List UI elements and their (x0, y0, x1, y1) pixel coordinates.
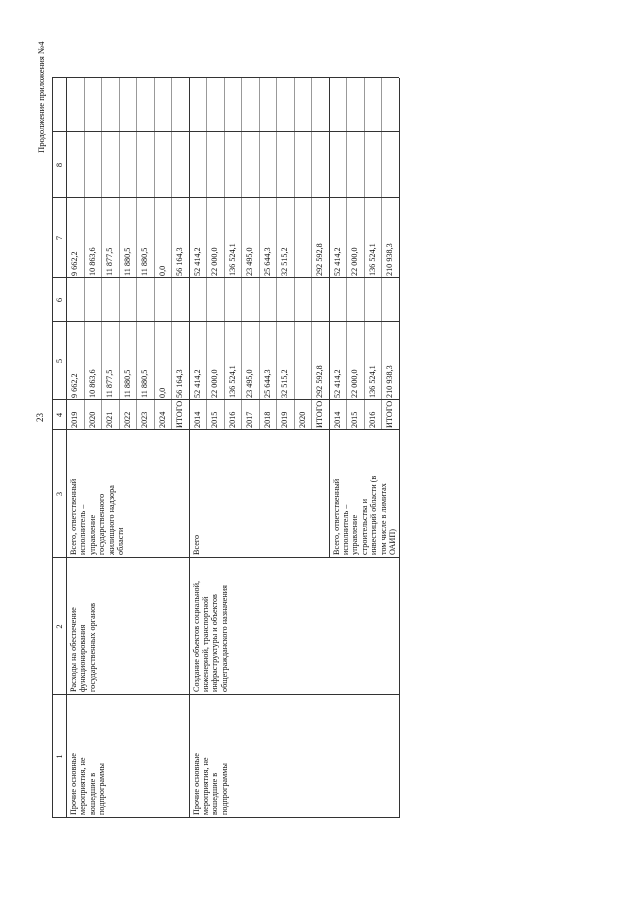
section-3-year: 2016 (367, 411, 377, 428)
column-line (52, 399, 399, 400)
section-2-col4-value: 25 644,3 (262, 369, 272, 398)
section-1-col2-line: функционирования (78, 624, 88, 692)
section-1-col6-value: 11 880,5 (122, 247, 132, 276)
section-3-col4-value: 52 414,2 (332, 369, 342, 398)
section-2-col6-value: 25 644,3 (262, 247, 272, 276)
header-cell-6: 6 (54, 297, 64, 303)
section-1-year: 2023 (140, 411, 149, 428)
section-2-col6-value: 23 495,0 (245, 247, 254, 276)
section-2-col1-line: подпрограммы (219, 763, 229, 815)
section-2-col6-value: 22 000,0 (210, 247, 219, 276)
section-3-col3-line: ОАИП) (387, 529, 397, 555)
section-2-col2-line: Создание объектов социальной, (191, 580, 201, 692)
section-1-col4-value: 11 880,5 (140, 369, 149, 398)
section-3-year: 2014 (332, 411, 342, 428)
section-3-col3-line: Всего, ответственный (331, 478, 341, 555)
header-cell-1: 1 (54, 754, 64, 759)
section-1-col4-value: 11 880,5 (122, 369, 132, 398)
rotated-table-page (36, 38, 587, 818)
header-cell-7: 7 (54, 235, 64, 241)
section-3-col6-value: 210 938,3 (385, 243, 394, 276)
section-1-col4-value: 11 877,5 (105, 369, 114, 398)
section-1-year: 2019 (70, 411, 79, 428)
column-line (52, 694, 399, 695)
section-2-year: ИТОГО (315, 400, 324, 428)
section-1-col6-value: 11 877,5 (105, 247, 114, 276)
section-3-col3-line: том числе в лимитах (378, 483, 388, 555)
section-3-col4-value: 22 000,0 (350, 369, 359, 398)
section-1-col3-line: управление (87, 514, 97, 555)
section-2-year: 2018 (262, 411, 272, 428)
section-1-col3-line: жилищного надзора (106, 485, 116, 555)
section-1-col1-line: вошедшие в (87, 772, 97, 815)
header-cell-3: 3 (54, 491, 64, 497)
section-3-year: ИТОГО (385, 400, 394, 428)
section-3-col3-line: инвестиций области (в (369, 475, 379, 555)
section-2-col4-value: 136 524,1 (227, 365, 237, 398)
section-2-col1-line: Прочие основные (191, 753, 201, 815)
section-2-year: 2016 (227, 411, 237, 428)
section-2-col1-line: мероприятия, не (200, 757, 210, 815)
header-cell-4: 4 (54, 412, 64, 418)
section-2-col2-line: общегражданского назначения (219, 585, 229, 692)
column-line (52, 131, 399, 132)
section-1-year: 2024 (157, 411, 167, 428)
page-number: 23 (35, 413, 45, 422)
section-3-col3-line: строительства и (359, 499, 369, 555)
section-1-year: 2021 (105, 411, 114, 428)
section-2-col3-line: Всего (191, 534, 201, 555)
section-1-col6-value: 9 662,2 (70, 251, 79, 276)
section-1-col4-value: 0,0 (157, 387, 167, 398)
section-1-col4-value: 9 662,2 (70, 373, 79, 398)
section-1-col6-value: 10 863,6 (87, 247, 97, 276)
section-3-col6-value: 136 524,1 (367, 243, 377, 276)
column-line (52, 277, 399, 278)
section-2-col6-value: 52 414,2 (192, 247, 202, 276)
header-bottom-border (66, 78, 67, 818)
section-2-col4-value: 292 592,8 (315, 365, 324, 398)
header-cell-2: 2 (54, 624, 64, 629)
section-2-col4-value: 32 515,2 (280, 369, 289, 398)
section-2-col4-value: 52 414,2 (192, 369, 202, 398)
section-2-year: 2017 (245, 411, 254, 428)
section-1-col6-value: 0,0 (157, 265, 167, 276)
section-3-col3-line: исполнитель – (340, 504, 350, 555)
table-top-border (52, 78, 53, 818)
section-2-col4-value: 22 000,0 (210, 369, 219, 398)
section-1-col3-line: государственного (97, 493, 107, 555)
appendix-caption: Продолжение приложения №4 (36, 41, 46, 153)
section-1-col6-value: 11 880,5 (140, 247, 149, 276)
column-line (52, 321, 399, 322)
section-1-col6-value: 56 164,3 (175, 247, 184, 276)
section-divider (189, 78, 190, 818)
header-cell-5: 5 (54, 358, 64, 364)
section-3-col4-value: 210 938,3 (385, 365, 394, 398)
section-2-col6-value: 32 515,2 (280, 247, 289, 276)
section-2-col2-line: инженерной, транспортной (200, 596, 210, 692)
section-3-col3-line: управление (350, 514, 360, 555)
section-2-col6-value: 292 592,8 (315, 243, 324, 276)
section-3-col6-value: 22 000,0 (350, 247, 359, 276)
column-line (52, 817, 399, 818)
section-1-col3-line: Всего, ответственный (69, 478, 78, 555)
section-2-year: 2014 (192, 411, 202, 428)
section-2-col4-value: 23 495,0 (245, 369, 254, 398)
section-1-year: 2022 (122, 411, 132, 428)
section-1-year: ИТОГО (175, 400, 184, 428)
section-2-col2-line: инфраструктуры и объектов (210, 594, 220, 692)
table-bottom-border (399, 78, 400, 818)
section-2-col6-value: 136 524,1 (227, 243, 237, 276)
section-1-col4-value: 10 863,6 (87, 369, 97, 398)
section-3-year: 2015 (350, 411, 359, 428)
section-2-year: 2019 (280, 411, 289, 428)
header-cell-8: 8 (54, 162, 64, 168)
section-3-col6-value: 52 414,2 (332, 247, 342, 276)
section-3-col4-value: 136 524,1 (367, 365, 377, 398)
column-line (52, 197, 399, 198)
section-divider (329, 78, 330, 558)
section-1-col1-line: мероприятия, не (78, 757, 88, 815)
section-1-col1-line: Прочие основные (69, 753, 78, 815)
section-1-col3-line: исполнитель – (78, 504, 88, 555)
section-1-year: 2020 (87, 411, 97, 428)
section-2-year: 2020 (297, 411, 307, 428)
column-line (52, 557, 399, 558)
section-2-col1-line: вошедшие в (210, 772, 220, 815)
section-1-col2-line: Расходы на обеспечение (69, 607, 78, 692)
section-1-col2-line: государственных органов (87, 602, 97, 692)
section-1-col3-line: области (116, 527, 125, 555)
section-1-col1-line: подпрограммы (97, 763, 107, 815)
section-2-year: 2015 (210, 411, 219, 428)
column-line (52, 429, 399, 430)
section-1-col4-value: 56 164,3 (175, 369, 184, 398)
column-line (52, 77, 399, 78)
